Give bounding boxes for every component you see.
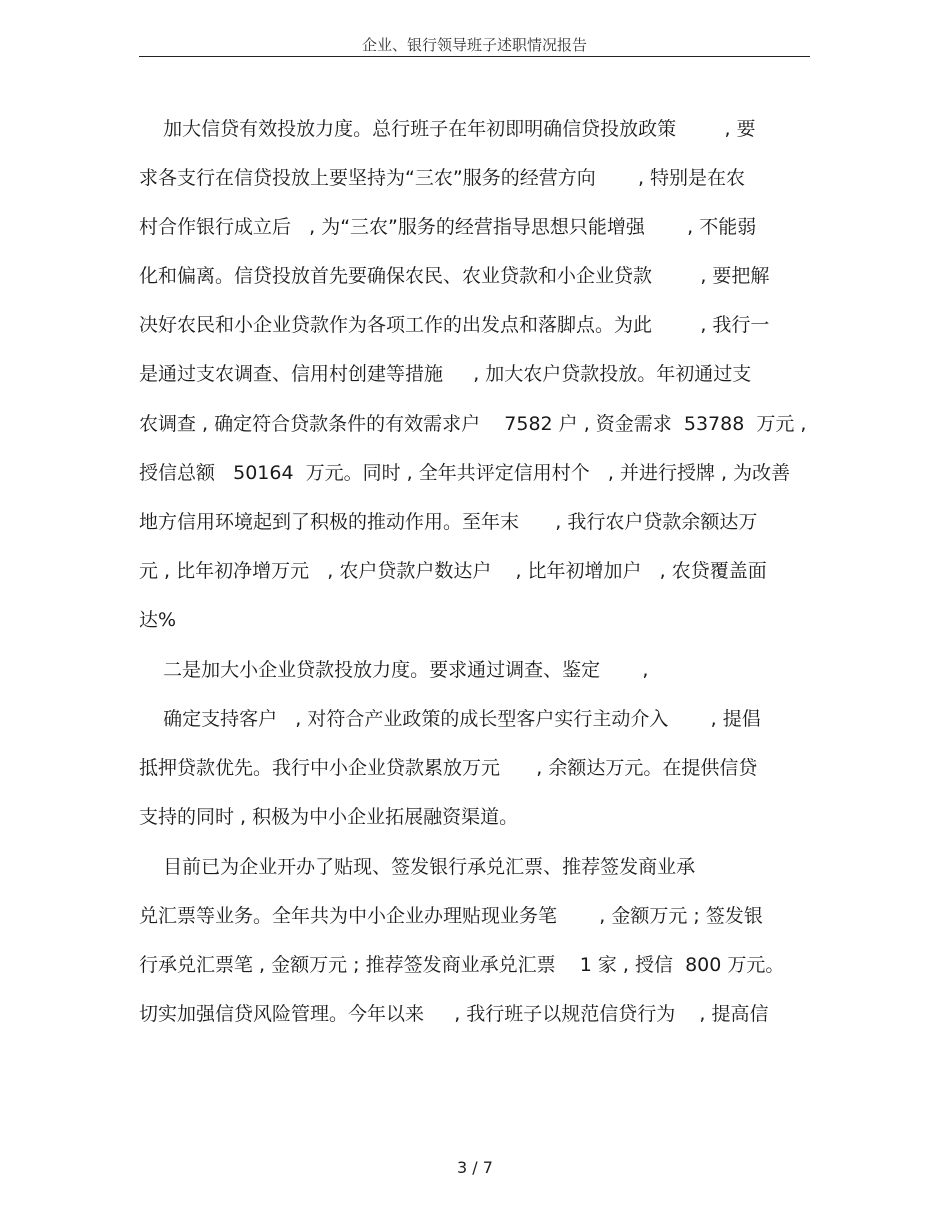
text-line: 授信总额 50164 万元。同时 , 全年共评定信用村个 , 并进行授牌 , 为改善 (139, 462, 791, 484)
document-title: 企业、银行领导班子述职情况报告 (361, 36, 587, 54)
text-line: 农调查 , 确定符合贷款条件的有效需求户 7582 户 , 资金需求 53788 万元 , (139, 413, 807, 435)
text-line: 兑汇票等业务。全年共为中小企业办理贴现业务笔 , 金额万元 ; 签发银 (139, 905, 763, 927)
text-line: 行承兑汇票笔 , 金额万元 ; 推荐签发商业承兑汇票 1 家 , 授信 800 万元。 (139, 954, 785, 976)
text-line: 抵押贷款优先。我行中小企业贷款累放万元 , 余额达万元。在提供信贷 (139, 757, 758, 779)
text-line: 目前已为企业开办了贴现、签发银行承兑汇票、推荐签发商业承 (139, 856, 696, 878)
text-line: 决好农民和小企业贷款作为各项工作的出发点和落脚点。为此 , 我行一 (139, 314, 770, 336)
text-line: 求各支行在信贷投放上要坚持为“三农”服务的经营方向 , 特别是在农 (139, 167, 746, 189)
text-line: 确定支持客户 , 对符合产业政策的成长型客户实行主动介入 , 提倡 (139, 708, 761, 730)
text-line: 切实加强信贷风险管理。今年以来 , 我行班子以规范信贷行为 , 提高信 (139, 1003, 769, 1025)
text-line: 元 , 比年初净增万元 , 农户贷款户数达户 , 比年初增加户 , 农贷覆盖面 (139, 560, 767, 582)
page-header (139, 28, 810, 57)
text-line: 加大信贷有效投放力度。总行班子在年初即明确信贷投放政策 , 要 (139, 118, 756, 140)
text-line: 二是加大小企业贷款投放力度。要求通过调查、鉴定 , (139, 659, 649, 681)
text-line: 化和偏离。信贷投放首先要确保农民、农业贷款和小企业贷款 , 要把解 (139, 265, 770, 287)
text-line: 村合作银行成立后 , 为“三农”服务的经营指导思想只能增强 , 不能弱 (139, 216, 757, 238)
text-line: 支持的同时 , 积极为中小企业拓展融资渠道。 (139, 806, 519, 828)
text-line: 是通过支农调查、信用村创建等措施 , 加大农户贷款投放。年初通过支 (139, 363, 752, 385)
text-line: 地方信用环境起到了积极的推动作用。至年末 , 我行农户贷款余额达万 (139, 511, 758, 533)
text-line: 达% (139, 609, 177, 631)
page-number: 3 / 7 (457, 1158, 493, 1177)
